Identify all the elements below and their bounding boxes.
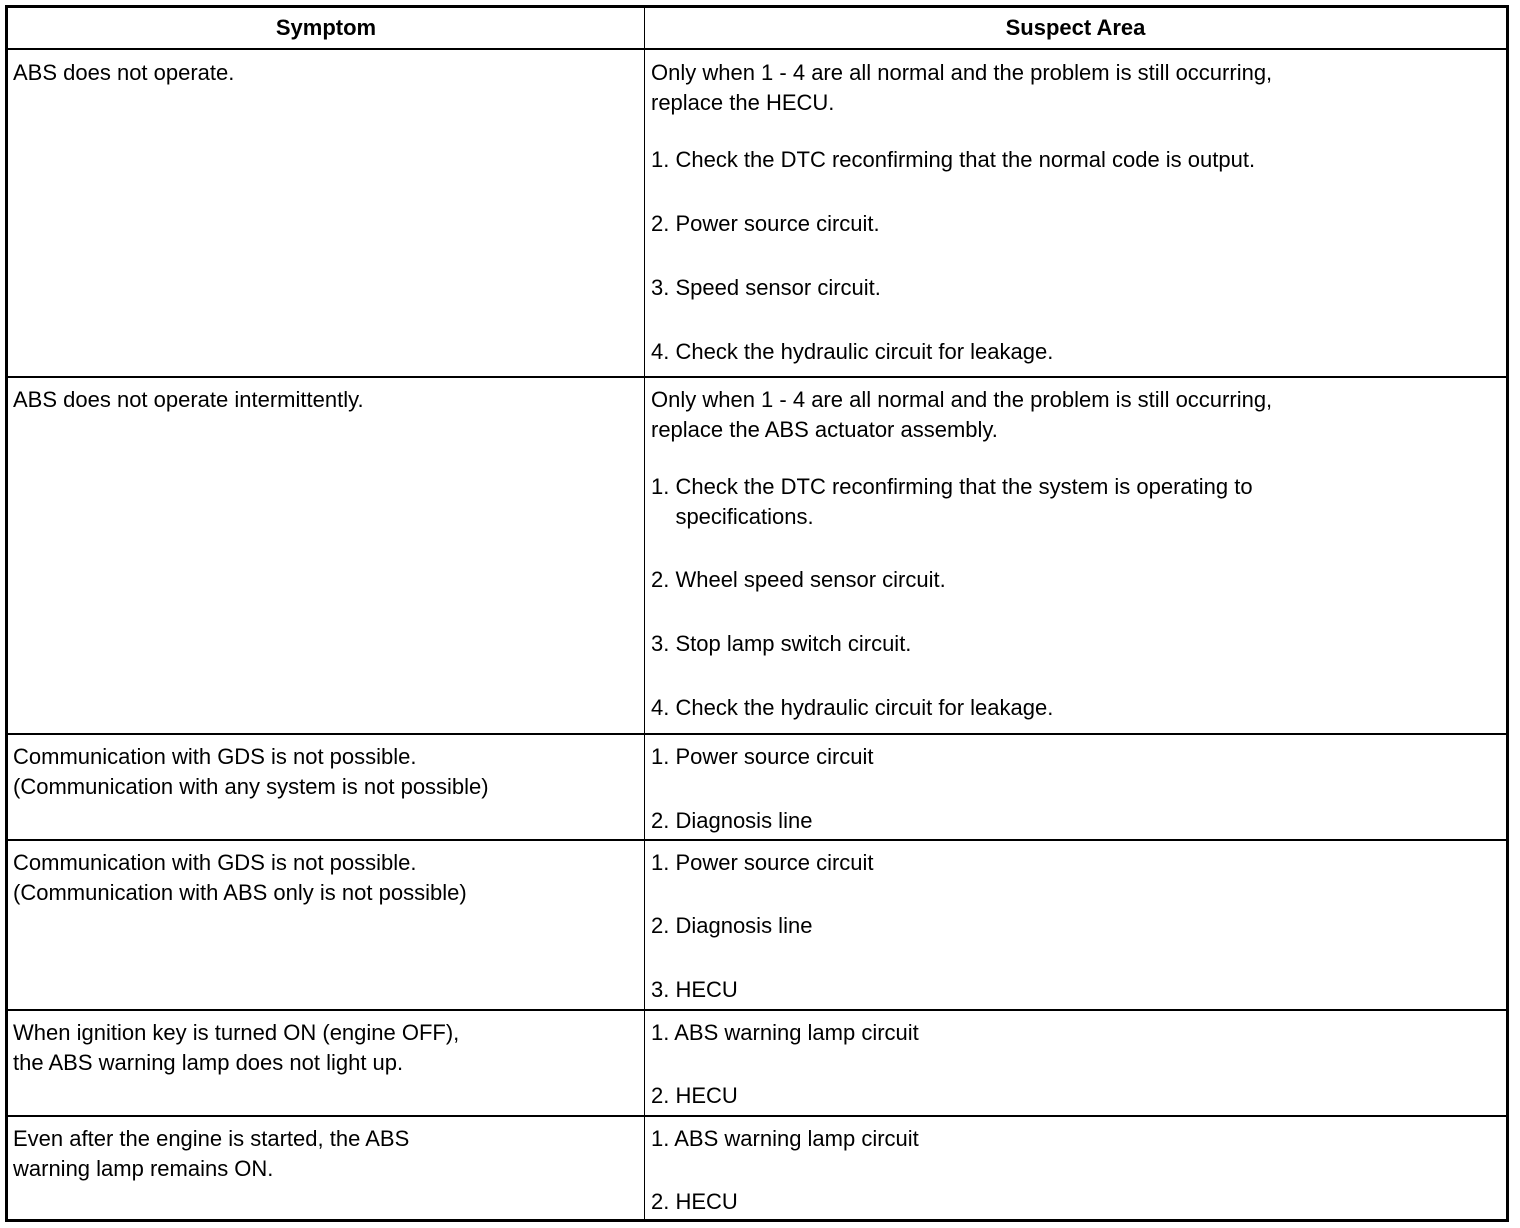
symptom-cell bbox=[8, 1117, 644, 1219]
list-item: 1. ABS warning lamp circuit bbox=[651, 1126, 919, 1151]
list-item: 1. ABS warning lamp circuit bbox=[651, 1020, 919, 1045]
symptom-text: Communication with GDS is not possible. bbox=[13, 850, 417, 875]
table-row bbox=[8, 48, 1506, 376]
symptom-cell bbox=[8, 841, 644, 1009]
symptom-text: Communication with GDS is not possible. bbox=[13, 744, 417, 769]
list-item: 2. Wheel speed sensor circuit. bbox=[651, 567, 946, 592]
symptom-cell bbox=[8, 378, 644, 733]
list-item: 1. Check the DTC reconfirming that the normal code is output. bbox=[651, 147, 1256, 172]
symptom-cell bbox=[8, 735, 644, 839]
list-item: 1. Power source circuit bbox=[651, 850, 874, 875]
note-text: Only when 1 - 4 are all normal and the problem is still occurring, bbox=[651, 387, 1273, 412]
table-row bbox=[8, 376, 1506, 733]
table-row bbox=[8, 1009, 1506, 1115]
table-row bbox=[8, 839, 1506, 1009]
symptom-text: warning lamp remains ON. bbox=[13, 1156, 274, 1181]
note-text: Only when 1 - 4 are all normal and the problem is still occurring, bbox=[651, 60, 1273, 85]
suspect-area-cell bbox=[644, 841, 1506, 1009]
list-item: 4. Check the hydraulic circuit for leakage. bbox=[651, 695, 1054, 720]
symptom-text: (Communication with ABS only is not possible) bbox=[13, 880, 467, 905]
symptom-cell bbox=[8, 1011, 644, 1115]
symptom-text: ABS does not operate. bbox=[13, 60, 235, 85]
symptom-text: the ABS warning lamp does not light up. bbox=[13, 1050, 404, 1075]
symptom-text: (Communication with any system is not possible) bbox=[13, 774, 489, 799]
list-item: 2. Diagnosis line bbox=[651, 808, 813, 833]
note-text: replace the ABS actuator assembly. bbox=[651, 417, 998, 442]
symptom-table bbox=[5, 5, 1509, 1222]
note-text: replace the HECU. bbox=[651, 90, 835, 115]
header-row bbox=[8, 8, 1506, 48]
symptom-text: Even after the engine is started, the ABS bbox=[13, 1126, 410, 1151]
header-suspect-area: Suspect Area bbox=[644, 8, 1506, 48]
list-item: 2. HECU bbox=[651, 1189, 738, 1214]
list-item: 3. HECU bbox=[651, 977, 738, 1002]
suspect-area-cell bbox=[644, 735, 1506, 839]
list-item: 4. Check the hydraulic circuit for leakage. bbox=[651, 339, 1054, 364]
suspect-area-cell bbox=[644, 50, 1506, 376]
list-item: 3. Speed sensor circuit. bbox=[651, 275, 881, 300]
header-symptom: Symptom bbox=[275, 15, 377, 40]
symptom-cell bbox=[8, 50, 644, 376]
list-item: 1. Power source circuit bbox=[651, 744, 874, 769]
list-item: specifications. bbox=[651, 504, 814, 529]
symptom-text: When ignition key is turned ON (engine OFF), bbox=[13, 1020, 460, 1045]
table-row bbox=[8, 1115, 1506, 1219]
suspect-area-cell bbox=[644, 1117, 1506, 1219]
symptom-text: ABS does not operate intermittently. bbox=[13, 387, 364, 412]
list-item: 1. Check the DTC reconfirming that the system is operating to bbox=[651, 474, 1253, 499]
list-item: 2. Power source circuit. bbox=[651, 211, 880, 236]
suspect-area-cell bbox=[644, 378, 1506, 733]
table-row bbox=[8, 733, 1506, 839]
list-item: 2. HECU bbox=[651, 1083, 738, 1108]
list-item: 2. Diagnosis line bbox=[651, 913, 813, 938]
list-item: 3. Stop lamp switch circuit. bbox=[651, 631, 912, 656]
suspect-area-cell bbox=[644, 1011, 1506, 1115]
